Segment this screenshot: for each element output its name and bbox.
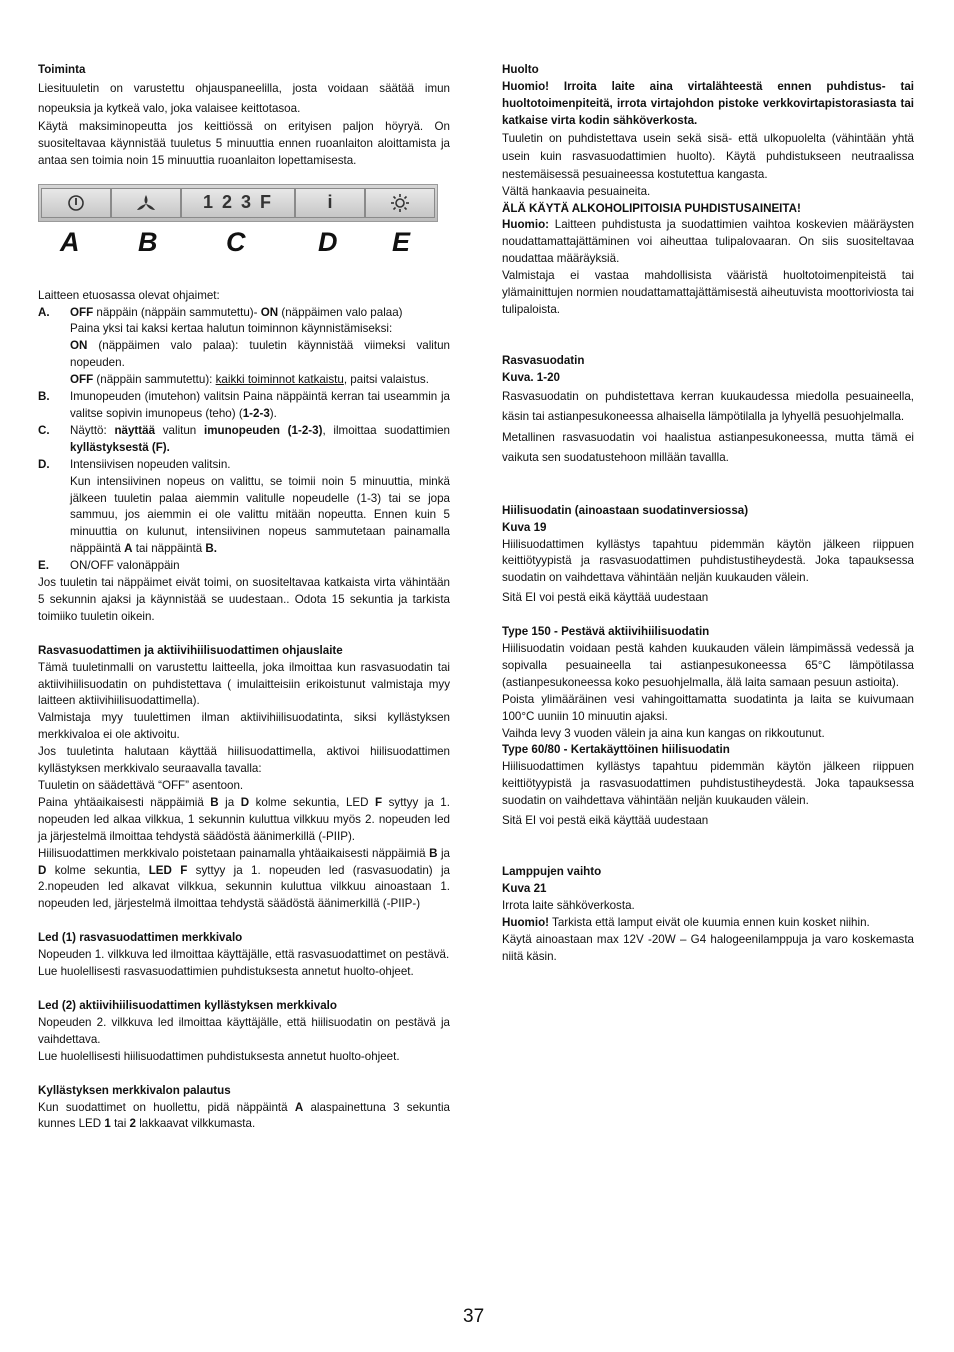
figure-ref: Kuva 19 — [502, 520, 547, 534]
section-title-huolto: Huolto — [502, 63, 539, 76]
section-title-rasvasuodattimen-ohjauslaite: Rasvasuodattimen ja aktiivihiilisuodattimen ohjauslaite — [38, 643, 343, 657]
paragraph: Poista ylimääräinen vesi vahingoittamatta suodatinta ja laita se kuivumaan 100°C uuniin 10 minuutin ajaksi. — [502, 692, 914, 723]
paragraph: Tämä tuuletinmalli on varustettu laitteella, joka ilmoittaa kun rasvasuodatin tai aktiivihiilisuodatin on puhdistettava ( imulaitteisiin erikoistunut valmistaja myy laitteen aktiivihiilisuodattimella). — [38, 660, 450, 708]
paragraph: Irrota laite sähköverkosta. — [502, 898, 635, 912]
paragraph: Hiilisuodattimen merkkivalo poistetaan painamalla yhtäaikaisesti näppäimiä B ja D kolme sekuntia, LED F syttyy ja 1. nopeuden led (rasvasuodatin) ja 2.nopeuden led alkavat vilkkua, sekunnin kuluttua vilkkuu ainoastaan 1. nopeuden led, järjestelmä ilmoittaa tehdystä säädöstä äänimerkillä (-PIIP-) — [38, 846, 451, 911]
control-item-d: D. Intensiivisen nopeuden valitsin. — [38, 457, 231, 471]
section-title-rasvasuodatin: Rasvasuodatin — [502, 353, 585, 367]
paragraph: Tuuletin on säädettävä “OFF” asentoon. — [38, 779, 244, 792]
panel-letter-e: E — [392, 226, 411, 257]
left-column — [38, 62, 450, 1133]
paragraph: Huomio! Tarkista että lamput eivät ole kuumia ennen kuin kosket niihin. — [502, 915, 870, 929]
section-title-type150: Type 150 - Pestävä aktiivihiilisuodatin — [502, 625, 710, 639]
paragraph: Paina yhtäaikaisesti näppäimiä B ja D kolme sekuntia, LED F syttyy ja 1. nopeuden led alkaa vilkkua, 1 sekunnin kuluttua vilkkuu myös 2. nopeuden led ja järjestelmä ilmoittaa tehdystä säädöstä äänimerkillä (-PIIP). — [38, 795, 450, 843]
section-title-reset: Kyllästyksen merkkivalon palautus — [38, 1083, 231, 1097]
paragraph: Jos tuuletinta halutaan käyttää hiilisuodattimella, aktivoi hiilisuodattimen kyllästyksen merkkivalo seuraavalla tavalla: — [38, 745, 450, 776]
paragraph: Hiilisuodatin voidaan pestä kahden kuukauden välein lämpimässä vedessä ja sopivalla pesuaineella tai astianpesukoneessa 65°C lämpötilassa (astianpesukoneessa koko pesuohjelmalla, älä laita samaan pesuun astioita). — [502, 642, 914, 689]
section-title-lamppujen-vaihto: Lamppujen vaihto — [502, 865, 602, 878]
section-title-led1: Led (1) rasvasuodattimen merkkivalo — [38, 931, 243, 945]
paragraph: Huomio: Laitteen puhdistusta ja suodattimien vaihtoa koskevien määräysten noudattamattajättäminen voi aiheuttaa tulipalovaaran. On siis suositeltavaa noudattaa määräyksiä. — [502, 218, 914, 266]
paragraph: Jos tuuletin tai näppäimet eivät toimi, on suositeltavaa katkaista virta vähintään 5 sekunnin ajaksi ja käynnistää se uudestaan.. Odota 15 sekuntia ja tarkista toimiiko tuuletin oikein. — [38, 576, 450, 623]
control-item-e: E. ON/OFF valonäppäin — [38, 559, 180, 573]
control-item-b: B. Imunopeuden (imutehon) valitsin Paina näppäintä kerran tai useammin ja valitse sopivin imunopeus (teho) (1-2-3). — [38, 390, 450, 420]
paragraph: Vaihda levy 3 vuoden välein ja aina kun kangas on rikkoutunut. — [502, 726, 825, 740]
intensive-button-label: i — [295, 188, 365, 218]
section-title-type6080: Type 60/80 - Kertakäyttöinen hiilisuodatin — [502, 743, 730, 757]
paragraph: Paina yksi tai kaksi kertaa halutun toiminnon käynnistämiseksi: — [70, 322, 393, 336]
paragraph: Sitä EI voi pestä eikä käyttää uudestaan — [502, 591, 709, 605]
figure-ref: Kuva. 1-20 — [502, 370, 560, 384]
section-title-hiilisuodatin: Hiilisuodatin (ainoastaan suodatinversiossa) — [502, 503, 749, 517]
right-column — [502, 62, 914, 965]
control-panel-illustration — [38, 184, 438, 222]
paragraph: Tuuletin on puhdistettava usein sekä sisä- että ulkopuolelta (vähintään yhtä usein kuin rasvasuodattimien huolto). Käytä puhdistukseen neutraalissa nestemäisessä pesuaineessa kostutettua kangasta. — [502, 131, 914, 181]
paragraph: Kun intensiivinen nopeus on valittu, se toimii noin 5 minuuttia, minkä jälkeen tuuletin palaa aiemmin valitulle nopeudelle (1-3) tai se jopa sammuu, jos aiemmin ei ole valittu mitään nopeutta. Ennen kuin 5 minuuttia on kulunut, intensiivinen nopeus sammutetaan painamalla näppäintä A tai näppäintä B. — [70, 474, 450, 556]
panel-letter-d: D — [318, 226, 338, 257]
paragraph: Hiilisuodattimen kyllästys tapahtuu pidemmän käytön jälkeen riippuen keittiötyypistä ja rasvasuodattimen puhdistustiheydestä. Joka tapauksessa suodatin on vaihdettava vähintään neljän kuukauden välein. — [502, 537, 914, 585]
paragraph: Lue huolellisesti hiilisuodattimen puhdistuksesta annetut huolto-ohjeet. — [38, 1049, 400, 1063]
figure-ref: Kuva 21 — [502, 881, 547, 895]
panel-letter-c: C — [226, 226, 246, 257]
paragraph: Kun suodattimet on huollettu, pidä näppäintä A alaspainettuna 3 sekuntia kunnes LED 1 tai 2 lakkaavat vilkkumasta. — [38, 1100, 450, 1131]
control-item-c: C. Näyttö: näyttää valitun imunopeuden (1-2-3), ilmoittaa suodattimien kyllästyksestä (F). — [38, 423, 450, 454]
caps-warning: ÄLÄ KÄYTÄ ALKOHOLIPITOISIA PUHDISTUSAINEITA! — [502, 201, 801, 215]
paragraph: Rasvasuodatin on puhdistettava kerran kuukaudessa miedolla pesuaineella, käsin tai astianpesukoneessa alhaisella lämpötilalla ja lyhyellä pesuohjelmalla. — [502, 389, 914, 424]
paragraph: Liesituuletin on varustettu ohjauspaneelilla, josta voidaan säätää imun nopeuksia ja kytkeä valo, joka valaisee keittotasoa. — [38, 81, 450, 115]
page-number: 37 — [463, 1306, 485, 1327]
section-title-toiminta: Toiminta — [38, 63, 86, 76]
warning-text: Huomio! Irroita laite aina virtalähteestä ennen puhdistus- tai huoltotoimenpiteitä, irrota virtajohdon pistoke verkkovirtapistorasiasta tai katkaise virta kodin sähköverkosta. — [502, 79, 914, 127]
section-title-led2: Led (2) aktiivihiilisuodattimen kyllästyksen merkkivalo — [38, 998, 337, 1012]
power-icon — [41, 188, 111, 218]
speed-display: 1 2 3 F — [181, 188, 295, 218]
paragraph: Nopeuden 1. vilkkuva led ilmoittaa käyttäjälle, että rasvasuodattimet on pestävä. — [38, 948, 450, 962]
controls-intro: Laitteen etuosassa olevat ohjaimet: — [38, 288, 220, 302]
paragraph: ON (näppäimen valo palaa): tuuletin käynnistää viimeksi valitun nopeuden. — [70, 339, 450, 370]
paragraph: Valmistaja ei vastaa mahdollisista vääristä huoltotoimenpiteistä tai ylämainittujen normien noudattamattajättämisestä aiheutuvista moottoriviosta tai tulipaloista. — [502, 269, 914, 316]
paragraph: Käytä ainoastaan max 12V -20W – G4 halogeenilamppuja ja varo koskemasta niitä käsin. — [502, 932, 914, 963]
paragraph: OFF (näppäin sammutettu): kaikki toiminnot katkaistu, paitsi valaistus. — [70, 373, 429, 387]
paragraph: Sitä EI voi pestä eikä käyttää uudestaan — [502, 814, 709, 828]
paragraph: Vältä hankaavia pesuaineita. — [502, 184, 651, 198]
paragraph: Metallinen rasvasuodatin voi haalistua astianpesukoneessa, mutta tämä ei vaikuta sen suodatustehoon millään tavallla. — [502, 430, 914, 465]
paragraph: Valmistaja myy tuulettimen ilman aktiivihiilisuodatinta, siksi kyllästyksen merkkivaloa ei ole aktivoitu. — [38, 711, 450, 742]
panel-letters — [38, 226, 438, 268]
control-item-a: A. OFF näppäin (näppäin sammutettu)- ON (näppäimen valo palaa) — [38, 305, 403, 319]
paragraph: Nopeuden 2. vilkkuva led ilmoittaa käyttäjälle, että hiilisuodatin on pestävä ja vaihdettava. — [38, 1015, 450, 1046]
fan-icon — [111, 188, 181, 218]
panel-letter-b: B — [138, 226, 158, 257]
panel-letter-a: A — [60, 226, 80, 257]
paragraph: Lue huolellisesti rasvasuodattimien puhdistuksesta annetut huolto-ohjeet. — [38, 965, 414, 979]
paragraph: Käytä maksiminopeutta jos keittiössä on erityisen paljon höyryä. On suositeltavaa käynnistää tuuletus 5 minuuttia ennen ruoanlaiton aloittamista ja antaa sen toimia noin 15 minuuttia ruoanlaiton lopettamisesta. — [38, 119, 450, 167]
light-icon — [365, 188, 435, 218]
paragraph: Hiilisuodattimen kyllästys tapahtuu pidemmän käytön jälkeen riippuen keittiötyypistä ja rasvasuodattimen puhdistustiheydestä. Joka tapauksessa suodatin on vaihdettava vähintään neljän kuukauden välein. — [502, 760, 914, 808]
